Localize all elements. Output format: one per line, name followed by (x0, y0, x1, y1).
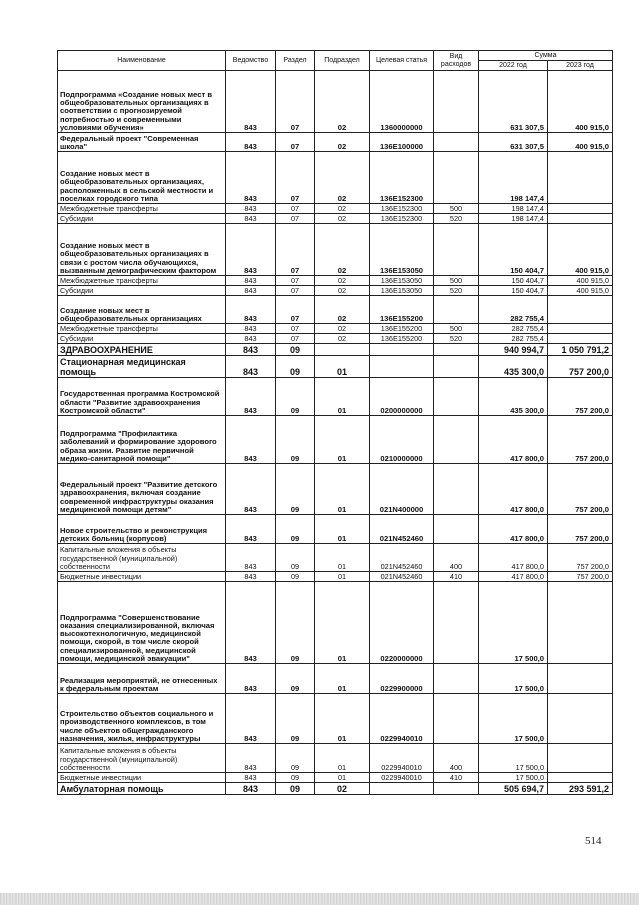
cell-name: Государственная программа Костромской области "Развитие здравоохранения Костромской области" (58, 378, 226, 416)
cell-sum-2022: 282 755,4 (479, 296, 548, 324)
cell-section: 09 (276, 416, 315, 464)
cell-name: Стационарная медицинская помощь (58, 356, 226, 378)
cell-expense-type (434, 416, 479, 464)
cell-name: Новое строительство и реконструкция детских больниц (корпусов) (58, 515, 226, 544)
cell-expense-type (434, 152, 479, 204)
cell-expense-type: 500 (434, 324, 479, 334)
cell-sum-2023 (548, 334, 613, 344)
cell-name: Капитальные вложения в объекты государственной (муниципальной) собственности (58, 544, 226, 572)
cell-subsection: 01 (315, 356, 370, 378)
cell-sum-2022: 417 800,0 (479, 544, 548, 572)
cell-department: 843 (226, 356, 276, 378)
cell-section: 07 (276, 133, 315, 152)
cell-department: 843 (226, 582, 276, 664)
cell-expense-type (434, 515, 479, 544)
cell-sum-2022: 17 500,0 (479, 773, 548, 783)
cell-expense-type: 520 (434, 334, 479, 344)
table-row (58, 664, 613, 694)
cell-name: Бюджетные инвестиции (58, 773, 226, 783)
cell-sum-2023: 757 200,0 (548, 515, 613, 544)
table-body (58, 71, 613, 795)
cell-sum-2022: 198 147,4 (479, 204, 548, 214)
cell-name: Субсидии (58, 286, 226, 296)
cell-name: Бюджетные инвестиции (58, 572, 226, 582)
cell-subsection: 01 (315, 378, 370, 416)
cell-sum-2023: 1 050 791,2 (548, 344, 613, 356)
cell-sum-2023 (548, 694, 613, 744)
table-row (58, 204, 613, 214)
cell-sum-2022: 17 500,0 (479, 744, 548, 773)
cell-name: ЗДРАВООХРАНЕНИЕ (58, 344, 226, 356)
cell-sum-2022: 17 500,0 (479, 582, 548, 664)
header-subsection: Подраздел (315, 51, 370, 71)
table-row (58, 224, 613, 276)
cell-subsection: 01 (315, 664, 370, 694)
cell-sum-2022: 435 300,0 (479, 378, 548, 416)
cell-sum-2022: 417 800,0 (479, 515, 548, 544)
table-row (58, 378, 613, 416)
cell-department: 843 (226, 71, 276, 133)
cell-sum-2023: 757 200,0 (548, 544, 613, 572)
cell-section: 09 (276, 572, 315, 582)
header-year-2023: 2023 год (548, 61, 613, 71)
cell-section: 07 (276, 334, 315, 344)
cell-sum-2022: 282 755,4 (479, 334, 548, 344)
header-section: Раздел (276, 51, 315, 71)
cell-sum-2022: 505 694,7 (479, 783, 548, 795)
cell-department: 843 (226, 773, 276, 783)
cell-target-item: 136E155200 (370, 296, 434, 324)
cell-subsection: 02 (315, 214, 370, 224)
cell-section: 07 (276, 276, 315, 286)
cell-expense-type: 410 (434, 773, 479, 783)
cell-subsection: 02 (315, 286, 370, 296)
page-number: 514 (585, 835, 602, 847)
table-row (58, 356, 613, 378)
cell-section: 09 (276, 378, 315, 416)
cell-subsection: 02 (315, 152, 370, 204)
scan-edge-strip (0, 893, 639, 905)
cell-sum-2023: 757 200,0 (548, 572, 613, 582)
cell-sum-2023 (548, 324, 613, 334)
table-row (58, 324, 613, 334)
cell-expense-type: 500 (434, 276, 479, 286)
header-target-item: Целевая статья (370, 51, 434, 71)
cell-expense-type: 400 (434, 744, 479, 773)
cell-expense-type (434, 296, 479, 324)
cell-section: 09 (276, 773, 315, 783)
cell-sum-2022: 417 800,0 (479, 572, 548, 582)
table-row (58, 152, 613, 204)
cell-subsection: 01 (315, 416, 370, 464)
cell-name: Капитальные вложения в объекты государственной (муниципальной) собственности (58, 744, 226, 773)
cell-sum-2022: 150 404,7 (479, 286, 548, 296)
cell-sum-2023 (548, 214, 613, 224)
cell-department: 843 (226, 344, 276, 356)
cell-target-item: 1360000000 (370, 71, 434, 133)
cell-target-item: 136E152300 (370, 214, 434, 224)
cell-section: 07 (276, 152, 315, 204)
cell-name: Межбюджетные трансферты (58, 204, 226, 214)
cell-sum-2022: 17 500,0 (479, 664, 548, 694)
cell-target-item: 136E152300 (370, 152, 434, 204)
cell-department: 843 (226, 744, 276, 773)
cell-sum-2022: 198 147,4 (479, 152, 548, 204)
cell-target-item: 0229940010 (370, 773, 434, 783)
cell-name: Федеральный проект "Развитие детского здравоохранения, включая создание современной инфраструктуры оказания медицинской помощи детям" (58, 464, 226, 515)
cell-target-item (370, 356, 434, 378)
cell-section: 09 (276, 344, 315, 356)
table-row (58, 296, 613, 324)
table-row (58, 286, 613, 296)
cell-subsection: 02 (315, 71, 370, 133)
cell-department: 843 (226, 224, 276, 276)
cell-sum-2023 (548, 204, 613, 214)
cell-department: 843 (226, 214, 276, 224)
table-row (58, 773, 613, 783)
cell-department: 843 (226, 544, 276, 572)
table-row (58, 344, 613, 356)
cell-sum-2023: 400 915,0 (548, 133, 613, 152)
cell-subsection: 01 (315, 744, 370, 773)
cell-expense-type (434, 356, 479, 378)
cell-target-item: 0220000000 (370, 582, 434, 664)
table-row (58, 276, 613, 286)
cell-department: 843 (226, 378, 276, 416)
cell-expense-type: 520 (434, 286, 479, 296)
cell-department: 843 (226, 572, 276, 582)
cell-sum-2023: 757 200,0 (548, 356, 613, 378)
cell-target-item: 136E152300 (370, 204, 434, 214)
cell-section: 07 (276, 324, 315, 334)
cell-target-item: 136E153050 (370, 224, 434, 276)
cell-sum-2022: 631 307,5 (479, 133, 548, 152)
cell-expense-type: 500 (434, 204, 479, 214)
cell-name: Создание новых мест в общеобразовательных организациях, расположенных в сельской местности и поселках городского типа (58, 152, 226, 204)
cell-subsection: 02 (315, 296, 370, 324)
cell-sum-2023 (548, 582, 613, 664)
cell-section: 09 (276, 783, 315, 795)
header-name: Наименование (58, 51, 226, 71)
table-row (58, 515, 613, 544)
table-row (58, 572, 613, 582)
cell-name: Субсидии (58, 334, 226, 344)
cell-sum-2022: 150 404,7 (479, 276, 548, 286)
cell-target-item: 136E153050 (370, 286, 434, 296)
cell-name: Строительство объектов социального и производственного комплексов, в том числе объектов общегражданского назначения, жилья, инфраструктуры (58, 694, 226, 744)
cell-sum-2022: 417 800,0 (479, 464, 548, 515)
cell-sum-2022: 150 404,7 (479, 224, 548, 276)
cell-sum-2023 (548, 773, 613, 783)
cell-section: 07 (276, 204, 315, 214)
cell-target-item: 0229900000 (370, 664, 434, 694)
cell-section: 09 (276, 356, 315, 378)
cell-target-item: 136E100000 (370, 133, 434, 152)
cell-section: 07 (276, 296, 315, 324)
cell-department: 843 (226, 664, 276, 694)
cell-expense-type (434, 344, 479, 356)
cell-target-item: 021N452460 (370, 515, 434, 544)
cell-sum-2023: 400 915,0 (548, 276, 613, 286)
cell-section: 09 (276, 744, 315, 773)
cell-expense-type (434, 664, 479, 694)
cell-target-item: 0229940010 (370, 694, 434, 744)
cell-subsection: 01 (315, 582, 370, 664)
cell-expense-type (434, 694, 479, 744)
cell-expense-type (434, 378, 479, 416)
cell-name: Подпрограмма "Профилактика заболеваний и формирование здорового образа жизни. Развитие первичной медико-санитарной помощи" (58, 416, 226, 464)
cell-expense-type: 520 (434, 214, 479, 224)
cell-sum-2022: 17 500,0 (479, 694, 548, 744)
cell-department: 843 (226, 276, 276, 286)
cell-name: Федеральный проект "Современная школа" (58, 133, 226, 152)
cell-target-item: 021N400000 (370, 464, 434, 515)
cell-sum-2023: 757 200,0 (548, 416, 613, 464)
cell-sum-2023 (548, 664, 613, 694)
cell-sum-2023: 757 200,0 (548, 378, 613, 416)
cell-expense-type (434, 464, 479, 515)
cell-name: Межбюджетные трансферты (58, 324, 226, 334)
cell-department: 843 (226, 324, 276, 334)
cell-expense-type: 410 (434, 572, 479, 582)
header-year-2022: 2022 год (479, 61, 548, 71)
table-row (58, 464, 613, 515)
cell-subsection: 01 (315, 464, 370, 515)
cell-expense-type: 400 (434, 544, 479, 572)
table-row (58, 783, 613, 795)
cell-target-item (370, 344, 434, 356)
cell-sum-2022: 282 755,4 (479, 324, 548, 334)
cell-sum-2023: 757 200,0 (548, 464, 613, 515)
table-row (58, 694, 613, 744)
cell-subsection: 02 (315, 334, 370, 344)
cell-sum-2023 (548, 744, 613, 773)
cell-department: 843 (226, 133, 276, 152)
cell-target-item: 136E155200 (370, 334, 434, 344)
cell-target-item: 0229940010 (370, 744, 434, 773)
cell-subsection: 02 (315, 204, 370, 214)
cell-name: Создание новых мест в общеобразовательных организациях в связи с ростом числа обучающихся, вызванным демографическим фактором (58, 224, 226, 276)
table-row (58, 71, 613, 133)
cell-target-item: 136E155200 (370, 324, 434, 334)
cell-section: 09 (276, 664, 315, 694)
cell-department: 843 (226, 515, 276, 544)
cell-target-item: 0200000000 (370, 378, 434, 416)
cell-subsection (315, 344, 370, 356)
cell-name: Создание новых мест в общеобразовательных организациях (58, 296, 226, 324)
cell-department: 843 (226, 783, 276, 795)
cell-subsection: 02 (315, 133, 370, 152)
cell-expense-type (434, 133, 479, 152)
cell-subsection: 01 (315, 515, 370, 544)
cell-name: Подпрограмма "Совершенствование оказания специализированной, включая высокотехнологичную, медицинской помощи, скорой, в том числе скорой специализированной, медицинской помощи, медицинской эвакуации" (58, 582, 226, 664)
cell-sum-2023: 293 591,2 (548, 783, 613, 795)
cell-section: 07 (276, 286, 315, 296)
cell-section: 07 (276, 224, 315, 276)
cell-target-item: 021N452460 (370, 572, 434, 582)
table-row (58, 334, 613, 344)
cell-sum-2023: 400 915,0 (548, 286, 613, 296)
cell-sum-2022: 940 994,7 (479, 344, 548, 356)
cell-subsection: 02 (315, 783, 370, 795)
cell-name: Реализация мероприятий, не отнесенных к федеральным проектам (58, 664, 226, 694)
cell-sum-2022: 198 147,4 (479, 214, 548, 224)
cell-department: 843 (226, 296, 276, 324)
cell-department: 843 (226, 286, 276, 296)
cell-name: Субсидии (58, 214, 226, 224)
table-row (58, 416, 613, 464)
cell-department: 843 (226, 464, 276, 515)
cell-sum-2023: 400 915,0 (548, 71, 613, 133)
cell-name: Амбулаторная помощь (58, 783, 226, 795)
cell-sum-2023: 400 915,0 (548, 224, 613, 276)
cell-department: 843 (226, 152, 276, 204)
cell-target-item: 021N452460 (370, 544, 434, 572)
cell-department: 843 (226, 204, 276, 214)
cell-department: 843 (226, 334, 276, 344)
table-row (58, 582, 613, 664)
budget-table (57, 50, 613, 795)
cell-expense-type (434, 582, 479, 664)
cell-sum-2023 (548, 152, 613, 204)
table-row (58, 214, 613, 224)
cell-section: 07 (276, 71, 315, 133)
cell-target-item: 136E153050 (370, 276, 434, 286)
table-row (58, 133, 613, 152)
cell-section: 09 (276, 464, 315, 515)
cell-subsection: 01 (315, 773, 370, 783)
cell-subsection: 01 (315, 694, 370, 744)
table-row (58, 744, 613, 773)
cell-subsection: 02 (315, 324, 370, 334)
cell-section: 07 (276, 214, 315, 224)
cell-department: 843 (226, 416, 276, 464)
cell-expense-type (434, 71, 479, 133)
header-department: Ведомство (226, 51, 276, 71)
cell-expense-type (434, 783, 479, 795)
cell-subsection: 01 (315, 544, 370, 572)
cell-section: 09 (276, 694, 315, 744)
cell-sum-2022: 417 800,0 (479, 416, 548, 464)
cell-subsection: 01 (315, 572, 370, 582)
cell-sum-2022: 435 300,0 (479, 356, 548, 378)
cell-section: 09 (276, 544, 315, 572)
header-sum: Сумма (479, 51, 613, 61)
cell-name: Подпрограмма «Создание новых мест в общеобразовательных организациях в соответствии с прогнозируемой потребностью и современными условиями обучения» (58, 71, 226, 133)
table-row (58, 544, 613, 572)
cell-section: 09 (276, 582, 315, 664)
cell-sum-2022: 631 307,5 (479, 71, 548, 133)
cell-section: 09 (276, 515, 315, 544)
cell-target-item: 0210000000 (370, 416, 434, 464)
cell-expense-type (434, 224, 479, 276)
cell-subsection: 02 (315, 224, 370, 276)
cell-name: Межбюджетные трансферты (58, 276, 226, 286)
header-expense-type: Вид расходов (434, 51, 479, 71)
cell-department: 843 (226, 694, 276, 744)
cell-subsection: 02 (315, 276, 370, 286)
cell-target-item (370, 783, 434, 795)
cell-sum-2023 (548, 296, 613, 324)
